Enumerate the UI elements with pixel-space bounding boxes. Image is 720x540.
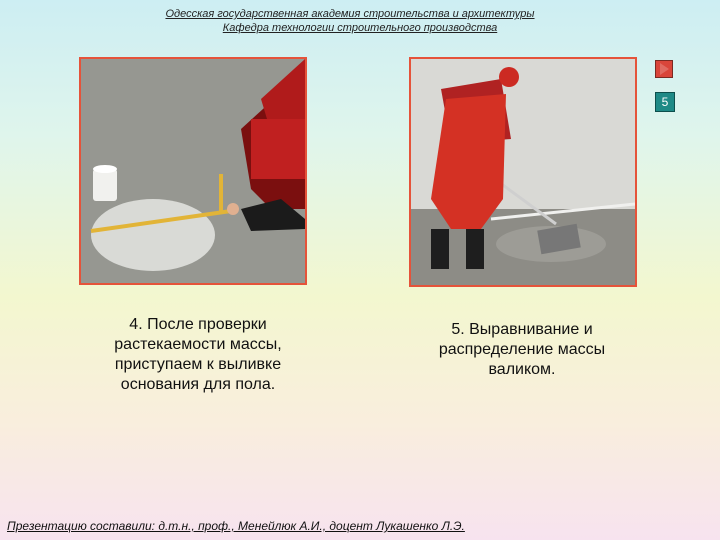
photo-flow-test bbox=[79, 57, 307, 285]
caption-line: растекаемости массы, bbox=[114, 336, 282, 353]
photo-roller-leveling bbox=[409, 57, 637, 287]
caption-line: 4. После проверки bbox=[129, 316, 267, 333]
caption-line: основания для пола. bbox=[120, 376, 276, 393]
next-slide-button[interactable] bbox=[655, 60, 673, 78]
department-title: Кафедра технологии строительного производства bbox=[222, 22, 498, 34]
caption-line: распределение массы bbox=[438, 341, 606, 358]
caption-line: валиком. bbox=[488, 361, 556, 378]
caption-line: 5. Выравнивание и bbox=[451, 321, 593, 338]
institution-title: Одесская государственная академия строительства и архитектуры bbox=[165, 8, 535, 20]
caption-line: приступаем к выливке bbox=[114, 356, 282, 373]
authors-footer: Презентацию составили: д.т.н., проф., Менейлюк А.И., доцент Лукашенко Л.Э. bbox=[7, 519, 465, 533]
caption-step-5 bbox=[412, 320, 632, 380]
slide-number-badge: 5 bbox=[655, 92, 675, 112]
caption-step-4 bbox=[88, 315, 308, 395]
